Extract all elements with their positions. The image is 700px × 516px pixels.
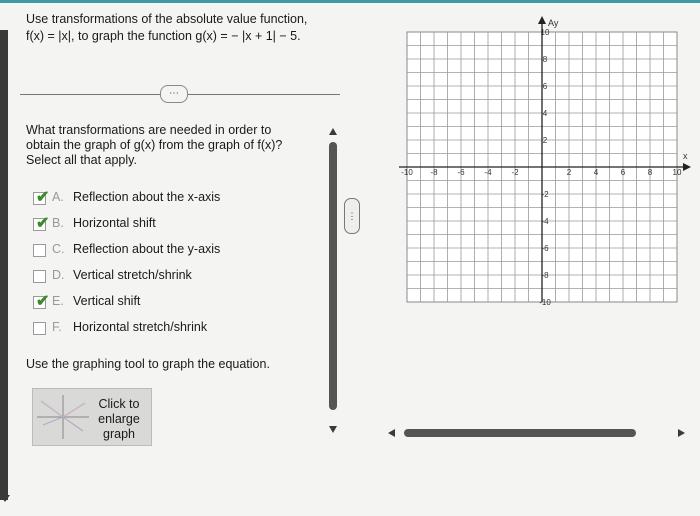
- enlarge-label: Click to enlarge graph: [98, 397, 140, 441]
- y-tick-label: 6: [542, 82, 548, 91]
- x-tick-label: 4: [593, 168, 599, 177]
- option-label: Vertical shift: [73, 294, 141, 308]
- checkmark-icon: ✔: [36, 215, 50, 232]
- scroll-left-arrow-icon[interactable]: [388, 429, 395, 437]
- x-tick-label: 8: [647, 168, 653, 177]
- checkmark-icon: ✔: [36, 293, 50, 310]
- prompt-line-3: Select all that apply.: [26, 153, 137, 167]
- prompt-line-1: What transformations are needed in order to: [26, 123, 272, 137]
- horizontal-scrollbar[interactable]: [388, 428, 690, 438]
- x-tick-label: 2: [566, 168, 572, 177]
- option-label: Horizontal stretch/shrink: [73, 320, 208, 334]
- y-tick-label: -10: [539, 298, 551, 307]
- option-checkbox[interactable]: [33, 189, 50, 206]
- option-checkbox[interactable]: [33, 215, 50, 232]
- option-label: Reflection about the x-axis: [73, 190, 221, 204]
- scroll-down-arrow-icon[interactable]: [0, 495, 10, 502]
- x-tick-label: -8: [430, 168, 438, 177]
- scroll-right-arrow-icon[interactable]: [678, 429, 685, 437]
- horizontal-scroll-thumb[interactable]: [404, 429, 636, 437]
- pane-resize-handle-icon[interactable]: ⋮: [344, 198, 360, 234]
- option-label: Horizontal shift: [73, 216, 156, 230]
- y-tick-label: 4: [542, 109, 548, 118]
- question-line-2: f(x) = |x|, to graph the function g(x) = − |x + 1| − 5.: [26, 29, 301, 43]
- option-label: Reflection about the y-axis: [73, 242, 221, 256]
- expand-handle-icon[interactable]: ⋯: [160, 85, 188, 103]
- y-tick-label: -2: [541, 190, 549, 199]
- graph-thumbnail-icon: [37, 395, 89, 439]
- enlarge-graph-button[interactable]: [32, 388, 152, 446]
- x-axis-label: x: [683, 151, 688, 161]
- left-scrollbar[interactable]: [0, 30, 8, 500]
- option-letter: E.: [52, 294, 64, 308]
- option-checkbox[interactable]: [33, 322, 46, 335]
- x-tick-label: -2: [511, 168, 519, 177]
- y-axis-arrow-icon: [538, 16, 546, 24]
- option-letter: F.: [52, 320, 62, 334]
- option-letter: C.: [52, 242, 65, 256]
- y-tick-label: -4: [541, 217, 549, 226]
- graphing-instruction: Use the graphing tool to graph the equation.: [26, 357, 270, 371]
- y-axis-label: Ay: [548, 18, 559, 28]
- option-checkbox[interactable]: [33, 270, 46, 283]
- checkmark-icon: ✔: [36, 189, 50, 206]
- x-tick-label: 10: [672, 168, 682, 177]
- x-tick-label: -6: [457, 168, 465, 177]
- top-accent-bar: [0, 0, 700, 3]
- y-tick-label: -8: [541, 271, 549, 280]
- question-line-1: Use transformations of the absolute value function,: [26, 12, 308, 26]
- option-label: Vertical stretch/shrink: [73, 268, 192, 282]
- option-letter: D.: [52, 268, 65, 282]
- x-axis-arrow-icon: [683, 163, 691, 171]
- option-checkbox[interactable]: [33, 244, 46, 257]
- y-tick-label: 8: [542, 55, 548, 64]
- y-tick-label: 2: [542, 136, 548, 145]
- option-letter: B.: [52, 216, 64, 230]
- x-tick-label: -10: [401, 168, 413, 177]
- y-tick-label: 10: [540, 28, 550, 37]
- x-tick-label: -4: [484, 168, 492, 177]
- vertical-scroll-thumb[interactable]: [329, 142, 337, 410]
- y-tick-label: -6: [541, 244, 549, 253]
- prompt-line-2: obtain the graph of g(x) from the graph of f(x)?: [26, 138, 283, 152]
- scroll-up-arrow-icon[interactable]: [329, 128, 337, 135]
- option-checkbox[interactable]: [33, 293, 50, 310]
- coordinate-grid[interactable]: [395, 10, 693, 310]
- x-tick-label: 6: [620, 168, 626, 177]
- option-letter: A.: [52, 190, 64, 204]
- vertical-scrollbar[interactable]: [329, 128, 337, 438]
- scroll-down-arrow-icon[interactable]: [329, 426, 337, 433]
